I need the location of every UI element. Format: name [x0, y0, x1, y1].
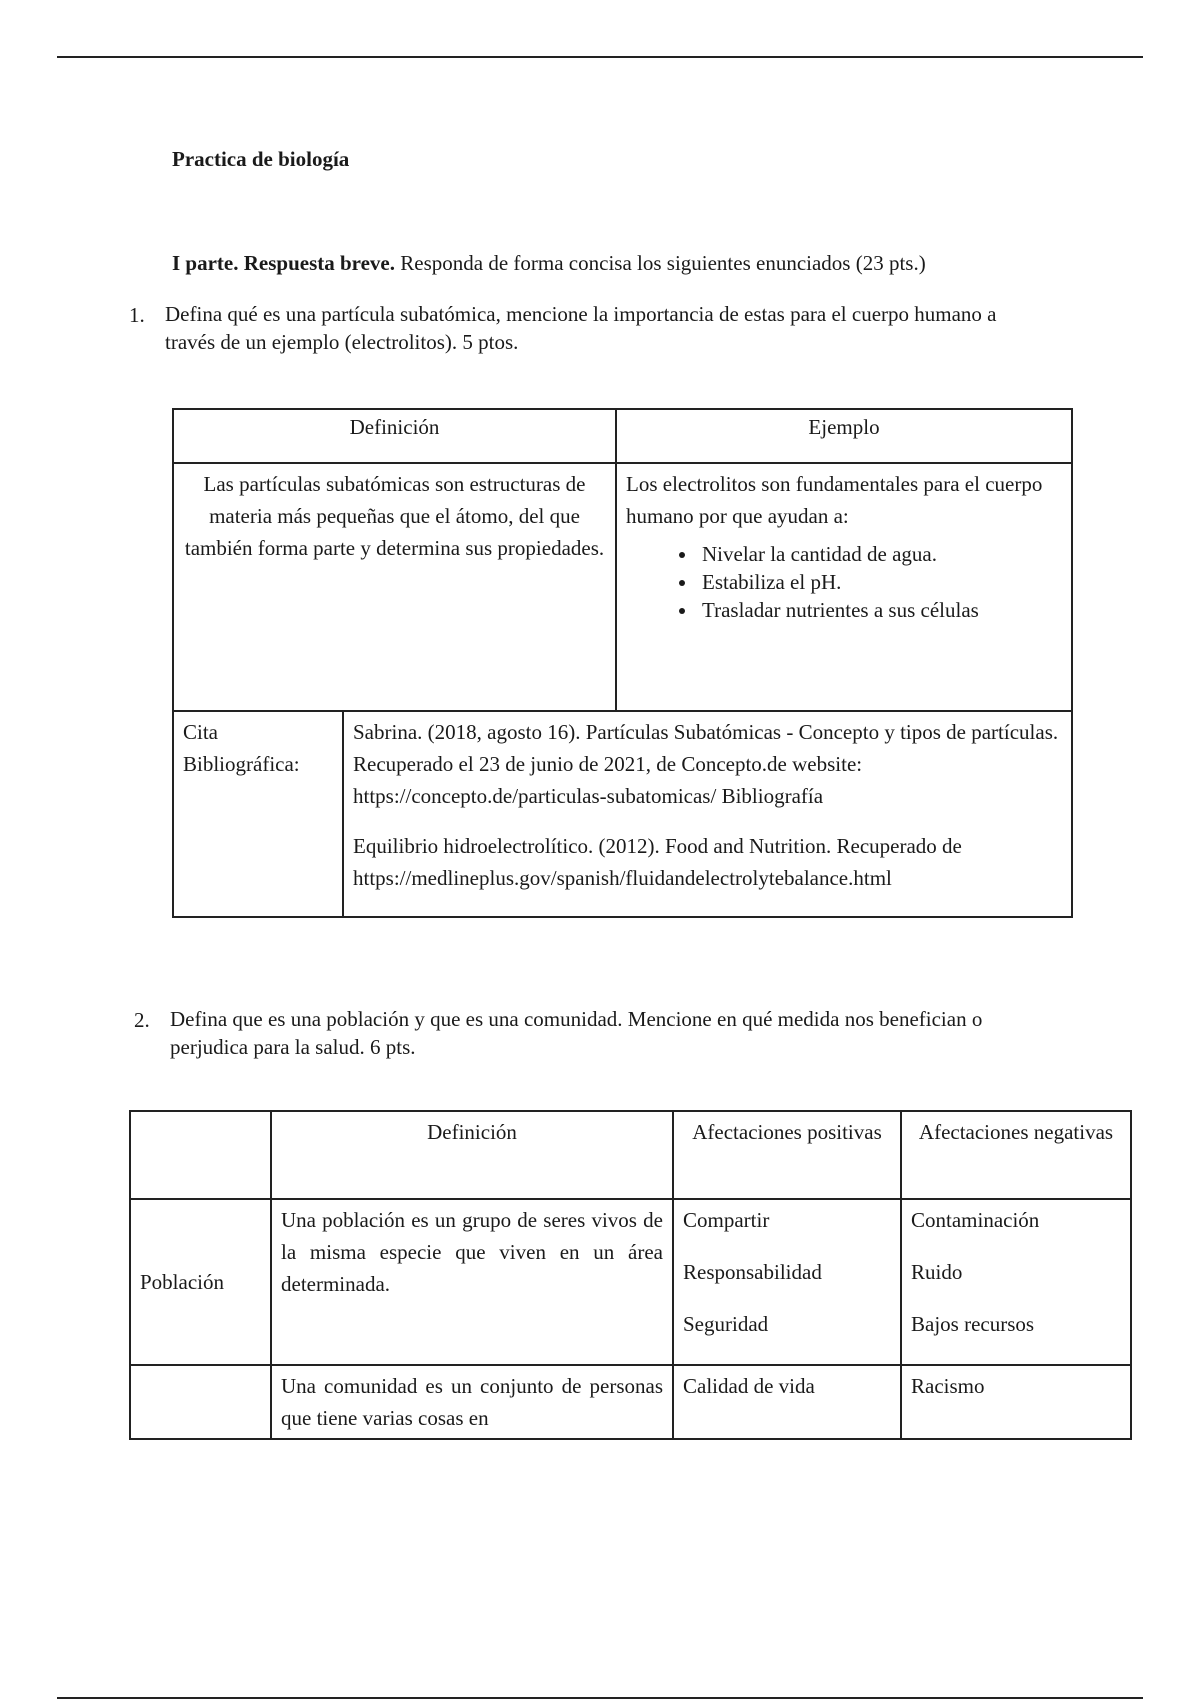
- header-negative: Afectaciones negativas: [901, 1111, 1131, 1199]
- part-heading-line: [172, 248, 1072, 278]
- poblacion-positive: [673, 1199, 901, 1365]
- poblacion-definition: Una población es un grupo de seres vivos de la misma especie que viven en un área determinada.: [271, 1199, 673, 1365]
- citation-row: [173, 711, 1072, 917]
- question-number: 1.: [129, 303, 145, 327]
- list-item: Seguridad: [683, 1312, 769, 1336]
- question-text: Defina que es una población y que es una comunidad. Mencione en qué medida nos benefician o perjudica para la salud. 6 pts.: [170, 1007, 983, 1059]
- part-heading: I parte. Respuesta breve.: [172, 251, 396, 275]
- citation-label: Cita Bibliográfica:: [173, 711, 343, 917]
- table-row: [130, 1365, 1131, 1439]
- list-item: • Estabiliza el pH.: [698, 568, 1062, 596]
- list-item: • Nivelar la cantidad de agua.: [698, 540, 1062, 568]
- comunidad-positive: Calidad de vida: [673, 1365, 901, 1439]
- comunidad-definition: Una comunidad es un conjunto de personas que tiene varias cosas en: [271, 1365, 673, 1439]
- list-item: Contaminación: [911, 1208, 1040, 1232]
- poblacion-negative: [901, 1199, 1131, 1365]
- example-list: [626, 540, 1062, 624]
- header-empty: [130, 1111, 271, 1199]
- list-item: Bajos recursos: [911, 1312, 1035, 1336]
- definition-cell: Las partículas subatómicas son estructuras de materia más pequeñas que el átomo, del que también forma parte y determina sus propiedades.: [173, 463, 616, 711]
- table-row: [130, 1199, 1131, 1365]
- list-item: • Trasladar nutrientes a sus células: [698, 596, 1062, 624]
- row-label-empty: [130, 1365, 271, 1439]
- row-label-poblacion: Población: [130, 1199, 271, 1365]
- list-item: Ruido: [911, 1260, 963, 1284]
- table-header-row: [130, 1111, 1131, 1199]
- example-intro: Los electrolitos son fundamentales para el cuerpo humano por que ayudan a:: [626, 472, 1043, 528]
- table-row: [173, 463, 1072, 711]
- header-example: Ejemplo: [616, 409, 1072, 463]
- header-positive: Afectaciones positivas: [673, 1111, 901, 1199]
- top-rule: [57, 56, 1143, 58]
- particles-table: [172, 408, 1073, 918]
- citation-cell: [343, 711, 1072, 917]
- header-definition: Definición: [173, 409, 616, 463]
- question-text: Defina qué es una partícula subatómica, mencione la importancia de estas para el cuerpo humano a través de un ejemplo (electrolitos). 5 ptos.: [165, 302, 997, 354]
- bottom-rule: [57, 1697, 1143, 1699]
- document-title: Practica de biología: [172, 147, 350, 171]
- list-item: Responsabilidad: [683, 1260, 822, 1284]
- list-item: Compartir: [683, 1208, 770, 1232]
- part-instruction: Responda de forma concisa los siguientes enunciados (23 pts.): [395, 251, 926, 275]
- question-1: [129, 300, 1049, 356]
- question-number: 2.: [134, 1008, 150, 1032]
- example-cell: [616, 463, 1072, 711]
- citation-2: Equilibrio hidroelectrolítico. (2012). Food and Nutrition. Recuperado de https://medlineplus.gov/spanish/fluidandelectrolytebalance.html: [353, 834, 962, 890]
- comunidad-negative: Racismo: [901, 1365, 1131, 1439]
- header-definition: Definición: [271, 1111, 673, 1199]
- population-table: [129, 1110, 1132, 1440]
- question-2: [134, 1005, 1054, 1061]
- citation-1: Sabrina. (2018, agosto 16). Partículas Subatómicas - Concepto y tipos de partículas. Recuperado el 23 de junio de 2021, de Concepto.de website: https://concepto.de/particulas-subatomicas/ Bibliografía: [353, 720, 1059, 808]
- table-header-row: [173, 409, 1072, 463]
